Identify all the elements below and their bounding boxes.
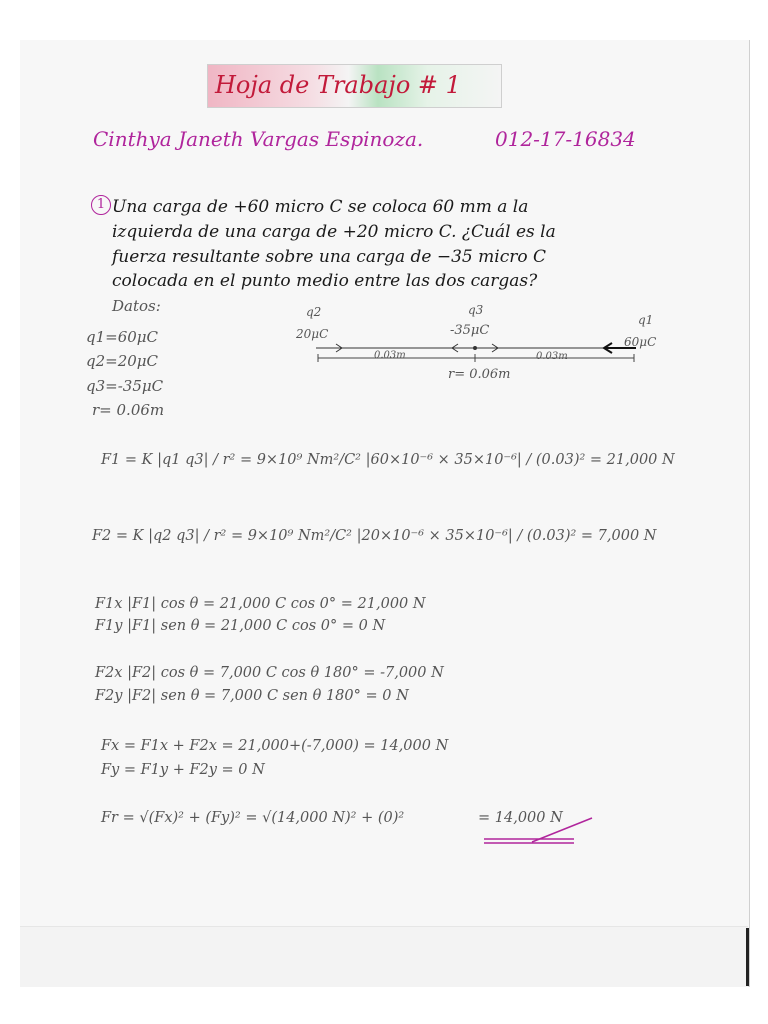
- q2-value: 20μC: [296, 327, 329, 341]
- problem-line-4: colocada en el punto medio entre las dos cargas?: [112, 271, 538, 291]
- page-edge-shadow: [746, 928, 749, 986]
- student-id: 012-17-16834: [495, 127, 636, 151]
- charge-diagram: [290, 300, 690, 385]
- q3-value: -35μC: [450, 323, 490, 338]
- dato-q1: q1=60μC: [86, 328, 159, 346]
- calc-f1x: F1x |F1| cos θ = 21,000 C cos 0° = 21,000 N: [95, 596, 426, 612]
- calc-f1: F1 = K |q1 q3| / r² = 9×10⁹ Nm²/C² |60×10⁻⁶ × 35×10⁻⁶| / (0.03)² = 21,000 N: [101, 452, 675, 468]
- dato-r: r= 0.06m: [92, 401, 165, 419]
- worksheet-title: Hoja de Trabajo # 1: [215, 71, 461, 99]
- left-distance: 0.03m: [374, 350, 406, 361]
- q1-value: 60μC: [624, 335, 657, 349]
- problem-line-3: fuerza resultante sobre una carga de −35 micro C: [112, 247, 546, 267]
- calc-fr: Fr = √(Fx)² + (Fy)² = √(14,000 N)² + (0)²: [101, 810, 405, 826]
- author-name: Cinthya Janeth Vargas Espinoza.: [93, 127, 424, 151]
- datos-heading: Datos:: [112, 297, 161, 315]
- problem-number-circle: 1: [91, 195, 111, 215]
- q3-label: q3: [468, 303, 484, 317]
- page-bottom-strip: [20, 926, 748, 987]
- result-underline: [480, 812, 600, 848]
- q1-label: q1: [638, 313, 654, 327]
- final-result: = 14,000 N: [478, 810, 563, 826]
- calc-fx: Fx = F1x + F2x = 21,000+(-7,000) = 14,000 N: [101, 738, 449, 754]
- problem-line-1: Una carga de +60 micro C se coloca 60 mm a la: [112, 197, 529, 217]
- worksheet-page: [20, 40, 750, 987]
- q2-label: q2: [306, 305, 322, 319]
- calc-f2x: F2x |F2| cos θ = 7,000 C cos θ 180° = -7,000 N: [95, 665, 444, 681]
- right-distance: 0.03m: [536, 351, 568, 362]
- calc-f2y: F2y |F2| sen θ = 7,000 C sen θ 180° = 0 N: [95, 688, 409, 704]
- dato-q3: q3=-35μC: [86, 377, 164, 395]
- total-distance: r= 0.06m: [448, 367, 511, 382]
- problem-line-2: izquierda de una carga de +20 micro C. ¿Cuál es la: [112, 222, 556, 242]
- calc-fy: Fy = F1y + F2y = 0 N: [101, 762, 265, 778]
- calc-f2: F2 = K |q2 q3| / r² = 9×10⁹ Nm²/C² |20×10⁻⁶ × 35×10⁻⁶| / (0.03)² = 7,000 N: [92, 528, 657, 544]
- calc-f1y: F1y |F1| sen θ = 21,000 C cos 0° = 0 N: [95, 618, 386, 634]
- q3-point: [473, 346, 477, 350]
- dato-q2: q2=20μC: [86, 352, 159, 370]
